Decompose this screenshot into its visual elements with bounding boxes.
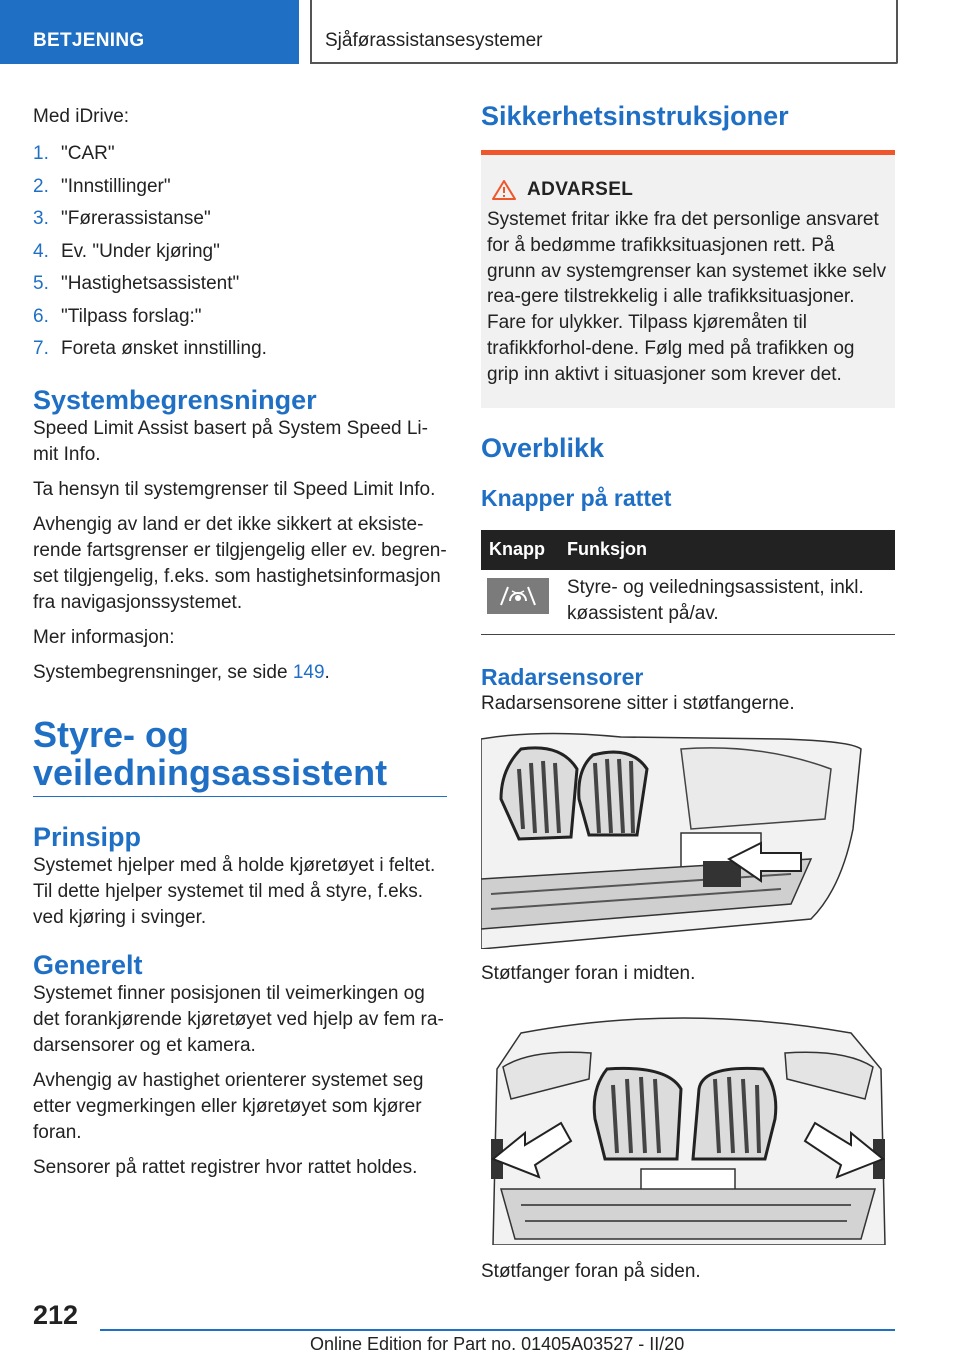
list-item [33, 333, 447, 366]
paragraph: Mer informasjon: [33, 626, 175, 648]
list-item [33, 268, 447, 301]
generelt-heading: Generelt [33, 949, 143, 980]
list-item [33, 236, 447, 269]
safety-heading: Sikkerhetsinstruksjoner [481, 101, 789, 131]
reference-end: . [324, 661, 330, 683]
button-cell [481, 570, 559, 635]
prinsipp-heading: Prinsipp [33, 821, 142, 852]
step-number: 5. [33, 273, 49, 294]
paragraph: Avhengig av hastighet orienterer systemet seg etter vegmerkingen eller kjøretøyet som kjører foran. [33, 1069, 424, 1143]
radar-heading: Radarsensorer [481, 663, 644, 690]
step-text: "CAR" [61, 143, 115, 164]
warning-title [491, 179, 887, 201]
steering-assist-icon [487, 578, 549, 614]
step-number: 1. [33, 143, 49, 164]
main-title-line2: veiledningsassistent [33, 751, 388, 793]
step-text: "Hastighetsassistent" [61, 273, 240, 294]
page-number: 212 [33, 1300, 79, 1330]
function-cell: Styre- og veiledningsassistent, inkl. køassistent på/av. [559, 570, 895, 635]
table-header-row [481, 530, 895, 570]
figure-caption: Støtfanger foran i midten. [481, 962, 696, 984]
main-title-block [33, 713, 447, 797]
warning-box [481, 150, 895, 408]
column-header: Knapp [481, 530, 559, 570]
section-title: BETJENING [33, 30, 145, 51]
list-item [33, 301, 447, 334]
warning-triangle-icon [491, 179, 517, 201]
paragraph: Systemet finner posisjonen til veimerkingen og det forankjørende kjøretøyet ved hjelp av fem ra-darsensorer og et kamera. [33, 982, 444, 1056]
bumper-side-figure [481, 1009, 895, 1245]
idrive-intro: Med iDrive: [33, 106, 130, 127]
left-column [33, 104, 447, 1181]
bumper-center-figure [481, 729, 895, 949]
list-item [33, 203, 447, 236]
right-column [481, 100, 895, 1285]
list-item [33, 138, 447, 171]
cross-reference [33, 660, 447, 686]
step-text: "Innstillinger" [61, 175, 171, 197]
paragraph: Ta hensyn til systemgrenser til Speed Limit Info. [33, 478, 436, 500]
step-text: Foreta ønsket innstilling. [61, 338, 267, 359]
column-header: Funksjon [559, 530, 895, 570]
chapter-title: Sjåførassistansesystemer [325, 30, 543, 51]
step-text: Ev. "Under kjøring" [61, 240, 220, 262]
section-tab [0, 0, 299, 64]
warning-label: ADVARSEL [527, 179, 634, 200]
step-number: 6. [33, 305, 49, 327]
paragraph: Systemet hjelper med å holde kjøretøyet i feltet. Til dette hjelper systemet til med å styre, f.eks. ved kjøring i svinger. [33, 854, 436, 928]
overblikk-heading: Overblikk [481, 432, 605, 463]
step-number: 4. [33, 240, 49, 262]
table-row [481, 570, 895, 635]
paragraph: Sensorer på rattet registrer hvor rattet holdes. [33, 1156, 418, 1178]
paragraph: Avhengig av land er det ikke sikkert at eksiste-rende fartsgrenser er tilgjengelig eller ev. begren-set tilgjengelig, f.eks. som hastighetsinformasjon fra navigasjonssystemet. [33, 513, 447, 613]
step-list [33, 138, 447, 366]
knapper-heading: Knapper på rattet [481, 484, 672, 511]
paragraph: Radarsensorene sitter i støtfangerne. [481, 692, 795, 714]
main-title-line1: Styre- og [33, 713, 190, 755]
step-number: 2. [33, 175, 49, 197]
step-number: 3. [33, 208, 49, 229]
chapter-tab [310, 0, 898, 64]
list-item [33, 171, 447, 204]
reference-text: Systembegrensninger, se side [33, 661, 293, 683]
step-number: 7. [33, 338, 49, 359]
figure-caption: Støtfanger foran på siden. [481, 1260, 701, 1282]
page-link[interactable]: 149 [292, 661, 325, 683]
step-text: "Førerassistanse" [61, 208, 211, 229]
systembegrensninger-heading: Systembegrensninger [33, 384, 317, 415]
footer-divider [100, 1329, 895, 1331]
step-text: "Tilpass forslag:" [61, 305, 202, 327]
warning-text: Systemet fritar ikke fra det personlige ansvaret for å bedømme trafikksituasjonen rett. På grunn av systemgrenser kan systemet ikke selv rea-gere tilstrekkelig i alle trafikksituasjoner. Fare for ulykker. Tilpass kjøremåten til trafikkforhol-dene. Følg med på trafikken og grip inn aktivt i situasjoner som krever det. [487, 209, 887, 385]
paragraph: Speed Limit Assist basert på System Speed Li-mit Info. [33, 417, 428, 465]
button-table [481, 530, 895, 635]
edition-info: Online Edition for Part no. 01405A03527 - II/20 [310, 1334, 685, 1354]
